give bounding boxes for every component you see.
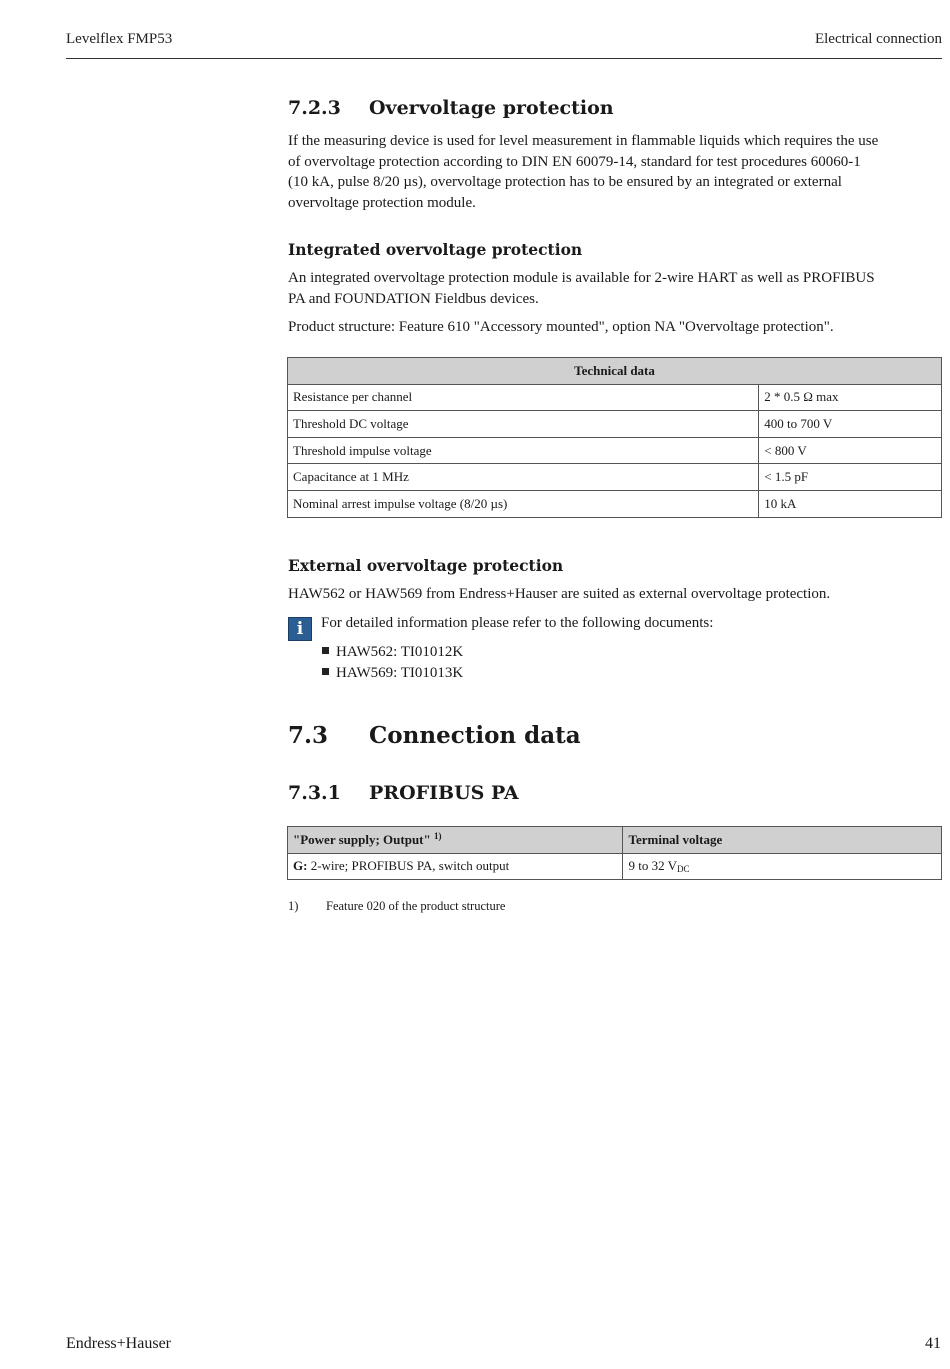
header-doc-title: Levelflex FMP53 xyxy=(66,31,173,47)
table-cell-value: 400 to 700 V xyxy=(759,411,942,438)
table-cell-value xyxy=(623,853,942,880)
table-row xyxy=(288,853,942,880)
footnote-mark: 1) xyxy=(288,899,299,913)
bullet-icon xyxy=(322,668,329,675)
section-number: 7.2.3 xyxy=(288,97,341,119)
table-row xyxy=(288,464,942,491)
table-cell-value: 2 * 0.5 Ω max xyxy=(759,384,942,411)
table-cell-value: 10 kA xyxy=(759,490,942,517)
section-title: Overvoltage protection xyxy=(369,97,614,119)
table-header-cell: Technical data xyxy=(288,358,942,385)
table-cell-label: Capacitance at 1 MHz xyxy=(288,464,759,491)
table-row xyxy=(288,437,942,464)
list-item-text: HAW569: TI01013K xyxy=(336,664,464,681)
document-list xyxy=(322,642,463,683)
table-cell-value: < 1.5 pF xyxy=(759,464,942,491)
subheading-integrated: Integrated overvoltage protection xyxy=(288,240,583,259)
table-cell-label: Threshold impulse voltage xyxy=(288,437,759,464)
table-row xyxy=(288,411,942,438)
terminal-voltage-value: 9 to 32 V xyxy=(628,858,677,874)
table-cell-label xyxy=(288,853,623,880)
column-header-text: "Power supply; Output" xyxy=(293,832,431,848)
intro-line: of overvoltage protection according to DIN EN 60079-14, standard for test procedures 60060-1 xyxy=(288,153,861,170)
section-number: 7.3.1 xyxy=(288,782,341,804)
page-number: 41 xyxy=(925,1335,941,1352)
section-heading-7-3-1 xyxy=(288,782,519,804)
table-header-cell xyxy=(288,827,623,854)
subheading-external: External overvoltage protection xyxy=(288,556,564,575)
table-header-cell: Terminal voltage xyxy=(623,827,942,854)
footer-company: Endress+Hauser xyxy=(66,1335,171,1352)
option-description: 2-wire; PROFIBUS PA, switch output xyxy=(310,858,510,874)
section-title: Connection data xyxy=(369,722,581,749)
header-chapter-title: Electrical connection xyxy=(814,31,942,47)
table-row xyxy=(288,490,942,517)
list-item xyxy=(322,663,463,684)
table-cell-label: Nominal arrest impulse voltage (8/20 µs) xyxy=(288,490,759,517)
intro-line: If the measuring device is used for level measurement in flammable liquids which requires the use xyxy=(288,133,879,149)
section-number: 7.3 xyxy=(288,722,329,749)
table-cell-label: Threshold DC voltage xyxy=(288,411,759,438)
table-cell-label: Resistance per channel xyxy=(288,384,759,411)
header-divider xyxy=(66,58,942,59)
list-item xyxy=(322,642,463,663)
table-header-row xyxy=(288,358,942,385)
intro-line: overvoltage protection module. xyxy=(288,194,476,211)
table-header-row xyxy=(288,827,942,854)
voltage-subscript: DC xyxy=(677,864,690,875)
integrated-paragraph xyxy=(288,268,948,309)
connection-data-table xyxy=(287,826,942,880)
list-item-text: HAW562: TI01012K xyxy=(336,644,464,660)
section-heading-7-2-3 xyxy=(288,97,614,119)
info-icon: i xyxy=(288,617,312,641)
section-heading-7-3 xyxy=(288,722,581,749)
intro-paragraph xyxy=(288,131,948,213)
integrated-line: PA and FOUNDATION Fieldbus devices. xyxy=(288,290,539,307)
bullet-icon xyxy=(322,647,329,654)
section-title: PROFIBUS PA xyxy=(369,782,519,804)
footnote-reference: 1) xyxy=(433,831,442,842)
footnote-text: Feature 020 of the product structure xyxy=(326,899,506,913)
table-cell-value: < 800 V xyxy=(759,437,942,464)
intro-line: (10 kA, pulse 8/20 µs), overvoltage protection has to be ensured by an integrated or external xyxy=(288,174,842,190)
option-code: G: xyxy=(293,858,308,874)
technical-data-table xyxy=(287,357,942,518)
table-row xyxy=(288,384,942,411)
info-text: For detailed information please refer to the following documents: xyxy=(321,615,714,631)
external-text: HAW562 or HAW569 from Endress+Hauser are suited as external overvoltage protection. xyxy=(288,586,831,602)
integrated-line: An integrated overvoltage protection module is available for 2-wire HART as well as PROFIBUS xyxy=(288,270,875,286)
product-structure-text: Product structure: Feature 610 "Accessory mounted", option NA "Overvoltage protection". xyxy=(288,319,834,335)
